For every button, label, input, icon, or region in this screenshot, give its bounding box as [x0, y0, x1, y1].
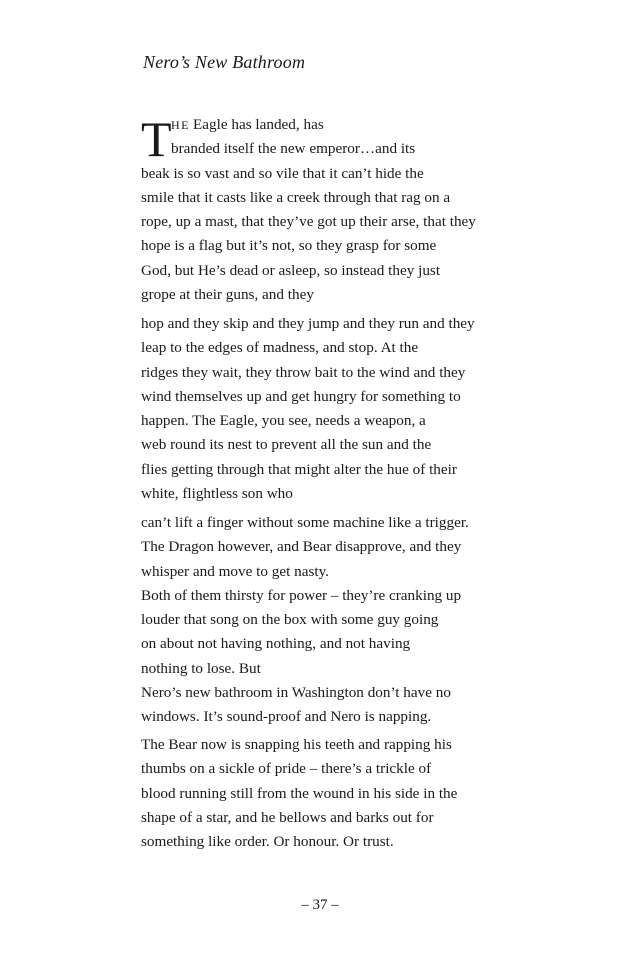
- stanza-line: ridges they wait, they throw bait to the wind and they: [141, 363, 466, 381]
- stanza-line: can’t lift a finger without some machine like a trigger.: [141, 514, 469, 531]
- stanza-line: web round its nest to prevent all the sun and the: [141, 436, 432, 454]
- stanza-line: hope is a flag but it’s not, so they grasp for some: [141, 237, 437, 255]
- stanza-line: Nero’s new bathroom in Washington don’t have no: [141, 684, 451, 702]
- first-word-small-caps: HE: [171, 118, 190, 132]
- stanza-line: flies getting through that might alter the hue of their: [141, 460, 457, 478]
- poem-title: Nero’s New Bathroom: [143, 52, 306, 72]
- stanza-line: whisper and move to get nasty.: [141, 562, 329, 580]
- stanza-line: rope, up a mast, that they’ve got up their arse, that they: [141, 213, 476, 231]
- stanza-3: [141, 511, 561, 730]
- stanza-line: shape of a star, and he bellows and barks out for: [141, 808, 434, 826]
- stanza-line: something like order. Or honour. Or trust.: [141, 833, 394, 851]
- stanza-line: branded itself the new emperor…and its: [171, 140, 416, 158]
- stanza-line: leap to the edges of madness, and stop. At the: [141, 339, 419, 357]
- stanza-2: [141, 312, 561, 506]
- stanza-line: God, but He’s dead or asleep, so instead they just: [141, 261, 441, 279]
- stanza-line: nothing to lose. But: [141, 659, 261, 677]
- stanza-line: beak is so vast and so vile that it can’t hide the: [141, 164, 424, 182]
- stanza-line: blood running still from the wound in his side in the: [141, 784, 458, 802]
- stanza-4: [141, 733, 561, 854]
- page-number: – 37 –: [301, 897, 339, 913]
- stanza-line: hop and they skip and they jump and they run and they: [141, 315, 475, 332]
- stanza-line: The Dragon however, and Bear disapprove, and they: [141, 538, 462, 556]
- line-text: Eagle has landed, has: [193, 116, 324, 133]
- stanza-1: [141, 113, 561, 307]
- stanza-line: on about not having nothing, and not having: [141, 635, 411, 653]
- stanza-line: Both of them thirsty for power – they’re cranking up: [141, 586, 462, 604]
- stanza-line: smile that it casts like a creek through that rag on a: [141, 188, 451, 206]
- stanza-line: white, flightless son who: [141, 485, 293, 503]
- stanza-line: louder that song on the box with some guy going: [141, 611, 439, 629]
- stanza-line: wind themselves up and get hungry for something to: [141, 387, 461, 405]
- stanza-line: thumbs on a sickle of pride – there’s a trickle of: [141, 760, 432, 778]
- stanza-line: grope at their guns, and they: [141, 286, 314, 304]
- stanza-line: The Bear now is snapping his teeth and rapping his: [141, 736, 452, 753]
- stanza-line: happen. The Eagle, you see, needs a weapon, a: [141, 412, 426, 430]
- stanza-line: windows. It’s sound-proof and Nero is napping.: [141, 708, 432, 726]
- drop-cap: T: [141, 111, 172, 167]
